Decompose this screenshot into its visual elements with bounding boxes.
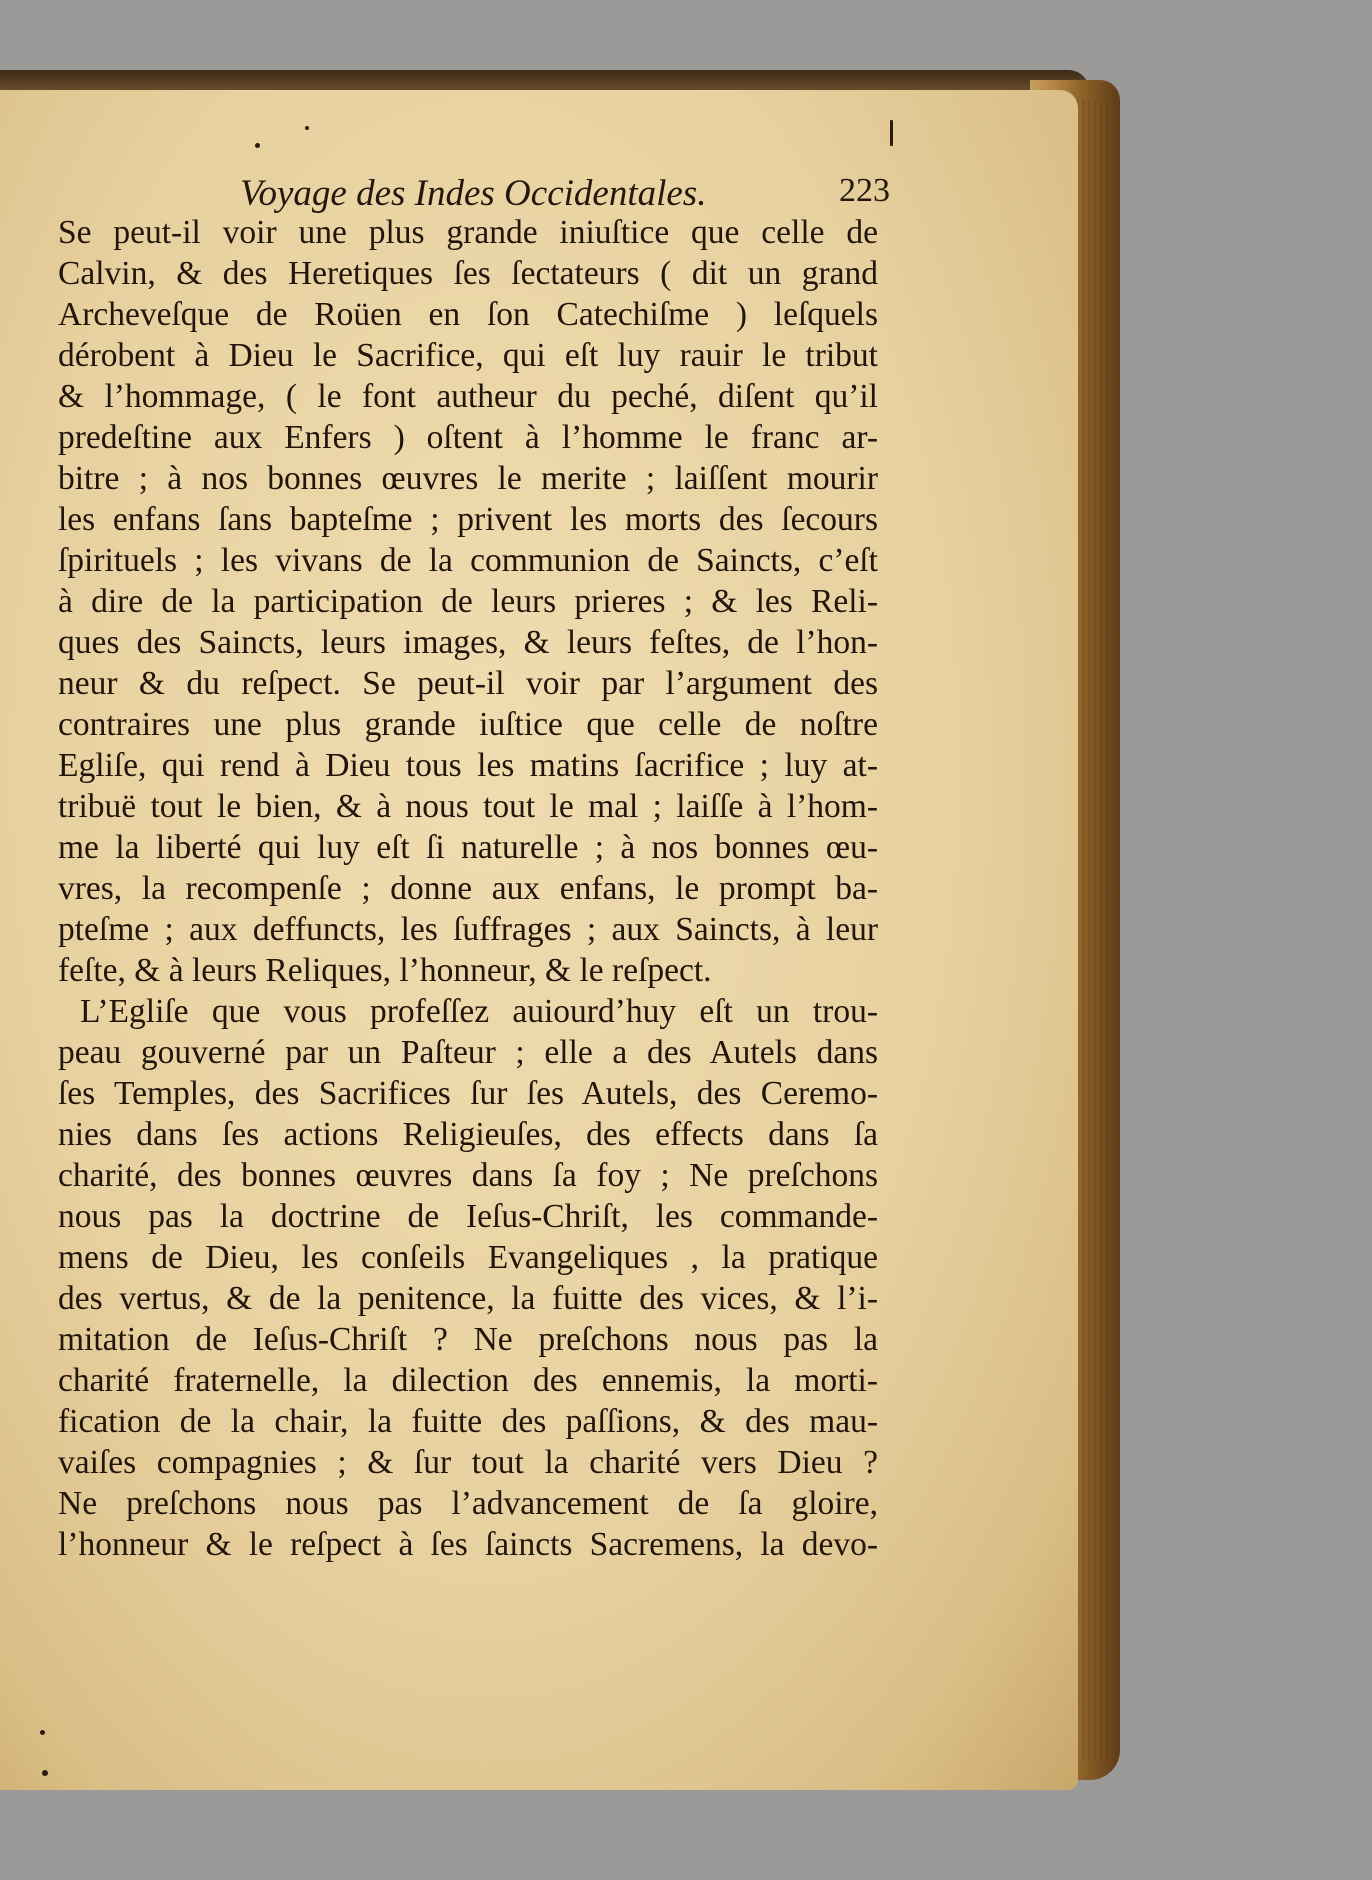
text-line: me la liberté qui luy eſt ſi naturelle ; à nos bonnes œu- xyxy=(58,829,878,866)
text-line: neur & du reſpect. Se peut-il voir par l’argument des xyxy=(58,665,878,702)
text-line: Archeveſque de Roüen en ſon Catechiſme ) leſquels xyxy=(58,296,878,333)
text-line: pteſme ; aux deffuncts, les ſuffrages ; aux Saincts, à leur xyxy=(58,911,878,948)
text-line: tribuë tout le bien, & à nous tout le mal ; laiſſe à l’hom- xyxy=(58,788,878,825)
text-line: à dire de la participation de leurs prieres ; & les Reli- xyxy=(58,583,878,620)
text-line: Ne preſchons nous pas l’advancement de ſa gloire, xyxy=(58,1485,878,1522)
text-line: contraires une plus grande iuſtice que celle de noſtre xyxy=(58,706,878,743)
text-line: vaiſes compagnies ; & ſur tout la charité vers Dieu ? xyxy=(58,1444,878,1481)
body-text xyxy=(58,212,878,1565)
text-line: bitre ; à nos bonnes œuvres le merite ; laiſſent mourir xyxy=(58,460,878,497)
ink-speck xyxy=(40,1730,45,1735)
text-line: l’honneur & le reſpect à ſes ſaincts Sacremens, la devo- xyxy=(58,1526,878,1563)
running-title: Voyage des Indes Occidentales. xyxy=(240,173,707,214)
text-line: nous pas la doctrine de Ieſus-Chriſt, les commande- xyxy=(58,1198,878,1235)
text-line: vres, la recompenſe ; donne aux enfans, le prompt ba- xyxy=(58,870,878,907)
ink-speck xyxy=(255,143,260,148)
text-line: L’Egliſe que vous profeſſez auiourd’huy eſt un trou- xyxy=(80,993,878,1030)
text-line: Egliſe, qui rend à Dieu tous les matins ſacrifice ; luy at- xyxy=(58,747,878,784)
text-line: nies dans ſes actions Religieuſes, des effects dans ſa xyxy=(58,1116,878,1153)
ink-speck xyxy=(42,1770,48,1776)
text-line: des vertus, & de la penitence, la fuitte des vices, & l’i- xyxy=(58,1280,878,1317)
text-line: Se peut-il voir une plus grande iniuſtice que celle de xyxy=(58,214,878,251)
text-line: ſpirituels ; les vivans de la communion de Saincts, c’eſt xyxy=(58,542,878,579)
text-line: peau gouverné par un Paſteur ; elle a des Autels dans xyxy=(58,1034,878,1071)
page-number: 223 xyxy=(839,172,890,209)
text-line: dérobent à Dieu le Sacrifice, qui eſt luy rauir le tribut xyxy=(58,337,878,374)
text-line: ſes Temples, des Sacrifices ſur ſes Autels, des Ceremo- xyxy=(58,1075,878,1112)
text-line: mens de Dieu, les conſeils Evangeliques , la pratique xyxy=(58,1239,878,1276)
text-line: feſte, & à leurs Reliques, l’honneur, & le reſpect. xyxy=(58,952,712,989)
text-line: predeſtine aux Enfers ) oſtent à l’homme le franc ar- xyxy=(58,419,878,456)
text-line: les enfans ſans bapteſme ; privent les morts des ſecours xyxy=(58,501,878,538)
text-line: mitation de Ieſus-Chriſt ? Ne preſchons nous pas la xyxy=(58,1321,878,1358)
text-line: charité fraternelle, la dilection des ennemis, la morti- xyxy=(58,1362,878,1399)
ink-speck xyxy=(305,126,309,130)
text-line: Calvin, & des Heretiques ſes ſectateurs ( dit un grand xyxy=(58,255,878,292)
text-line: & l’hommage, ( le font autheur du peché, diſent qu’il xyxy=(58,378,878,415)
text-line: fication de la chair, la fuitte des paſſions, & des mau- xyxy=(58,1403,878,1440)
text-line: ques des Saincts, leurs images, & leurs feſtes, de l’hon- xyxy=(58,624,878,661)
text-line: charité, des bonnes œuvres dans ſa foy ; Ne preſchons xyxy=(58,1157,878,1194)
ink-speck xyxy=(890,120,893,146)
